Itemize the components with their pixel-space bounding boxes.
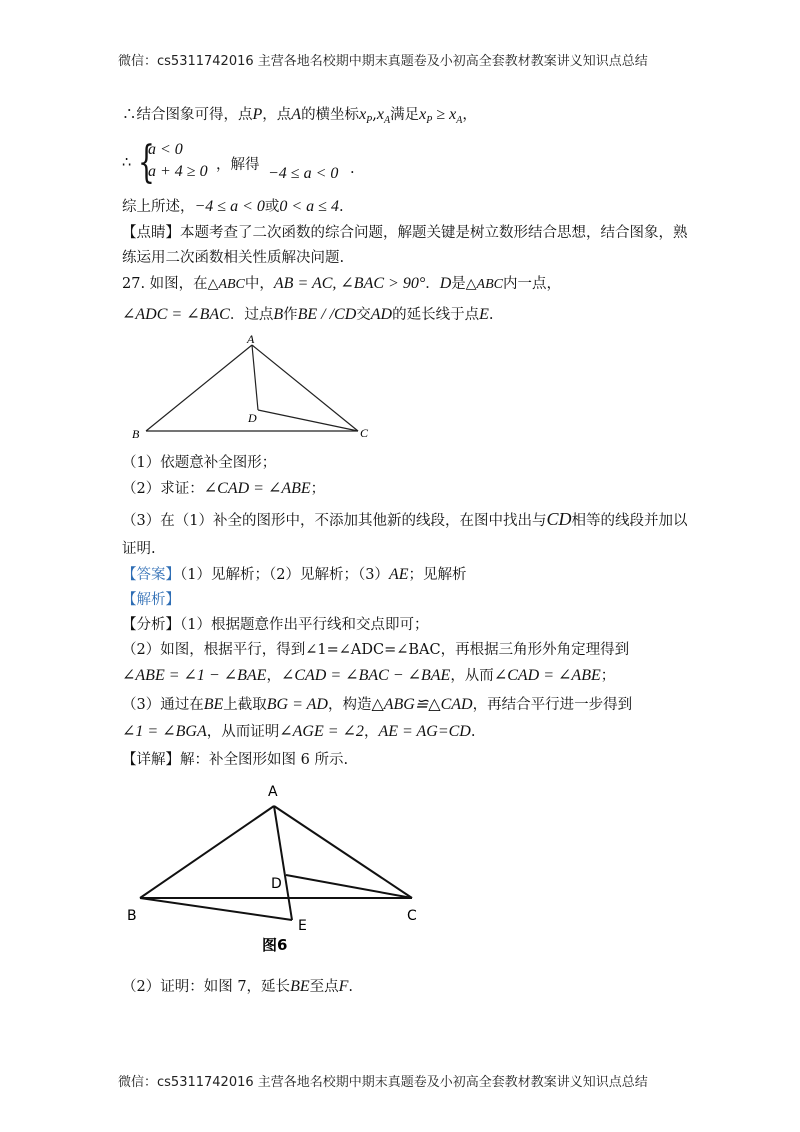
answer-line: 【答案】（1）见解析；（2）见解析；（3）AE；见解析 [122, 566, 467, 583]
system-row-2: a + 4 ≥ 0 [148, 163, 208, 180]
analysis-line-5: ∠1 = ∠BGA，从而证明∠AGE = ∠2，AE = AG=CD. [122, 723, 476, 740]
question-27-line-1: 27. 如图，在△ABC中，AB = AC, ∠BAC > 90°．D是△ABC内一点， [122, 275, 561, 292]
label-e: E [298, 918, 307, 934]
system-result: −4 ≤ a < 0 [268, 165, 339, 182]
label-b: B [127, 908, 137, 924]
comment-line-2: 练运用二次函数相关性质解决问题. [122, 250, 345, 266]
system-row-1: a < 0 [148, 141, 183, 158]
segment-ab [140, 806, 274, 898]
segment-ab [146, 345, 252, 431]
label-d: D [271, 876, 282, 892]
conclusion-line: ∴结合图象可得，点P，点A的横坐标$x_P,x_A$满足$x_P \ge x_A$， [122, 106, 477, 126]
part-1: （1）依题意补全图形； [122, 455, 277, 471]
analysis-line-1: 【分析】（1）根据题意作出平行线和交点即可； [122, 617, 429, 633]
system-solve-text: ，解得 [216, 157, 260, 173]
segment-ac [252, 345, 358, 431]
analysis-tag: 【解析】 [122, 592, 180, 608]
system-period: . [350, 161, 355, 177]
analysis-line-2: （2）如图，根据平行，得到∠1=∠ADC=∠BAC，再根据三角形外角定理得到 [122, 642, 630, 658]
part-2: （2）求证：∠CAD = ∠ABE； [122, 480, 326, 497]
summary-line: 综上所述，−4 ≤ a < 0或0 < a ≤ 4. [122, 198, 344, 215]
label-a: A [247, 332, 255, 346]
question-27-line-2: ∠ADC = ∠BAC．过点B作BE / /CD交AD的延长线于点E. [122, 306, 494, 323]
answer-tag: 【答案】 [122, 567, 180, 583]
analysis-line-3: ∠ABE = ∠1 − ∠BAE，∠CAD = ∠BAC − ∠BAE，从而∠CAD = ∠ABE； [122, 667, 616, 684]
left-brace: { [138, 137, 155, 188]
therefore-symbol: ∴ [122, 155, 132, 171]
label-d: D [248, 411, 257, 425]
proof-start-line: （2）证明：如图 7，延长BE至点F. [122, 978, 353, 995]
page-header: 微信：cs5311742016 主营各地名校期中期末真题卷及小初高全套教材教案讲义知识点总结 [118, 54, 648, 69]
label-a: A [268, 784, 278, 800]
segment-ad [252, 345, 258, 410]
segment-ae [274, 806, 292, 920]
comment-line-1: 【点睛】本题考查了二次函数的综合问题，解题关键是树立数形结合思想，结合图象，熟 [122, 225, 688, 241]
detail-line: 【详解】解：补全图形如图 6 所示. [122, 752, 349, 768]
figure-6 [122, 778, 432, 958]
segment-dc [258, 410, 358, 431]
segment-be [140, 898, 292, 920]
part-3-line-2: 证明. [122, 541, 156, 557]
label-c: C [360, 426, 369, 440]
label-b: B [132, 427, 140, 441]
segment-ac [274, 806, 412, 898]
figure-caption: 图6 [262, 936, 288, 954]
page-footer: 微信：cs5311742016 主营各地名校期中期末真题卷及小初高全套教材教案讲义知识点总结 [118, 1075, 648, 1090]
label-c: C [407, 908, 417, 924]
triangle-figure [122, 330, 382, 445]
analysis-line-4: （3）通过在BE上截取BG = AD，构造△ABG≌△CAD，再结合平行进一步得到 [122, 696, 633, 713]
part-3-line-1: （3）在（1）补全的图形中，不添加其他新的线段，在图中找出与CD相等的线段并加以 [122, 509, 688, 529]
